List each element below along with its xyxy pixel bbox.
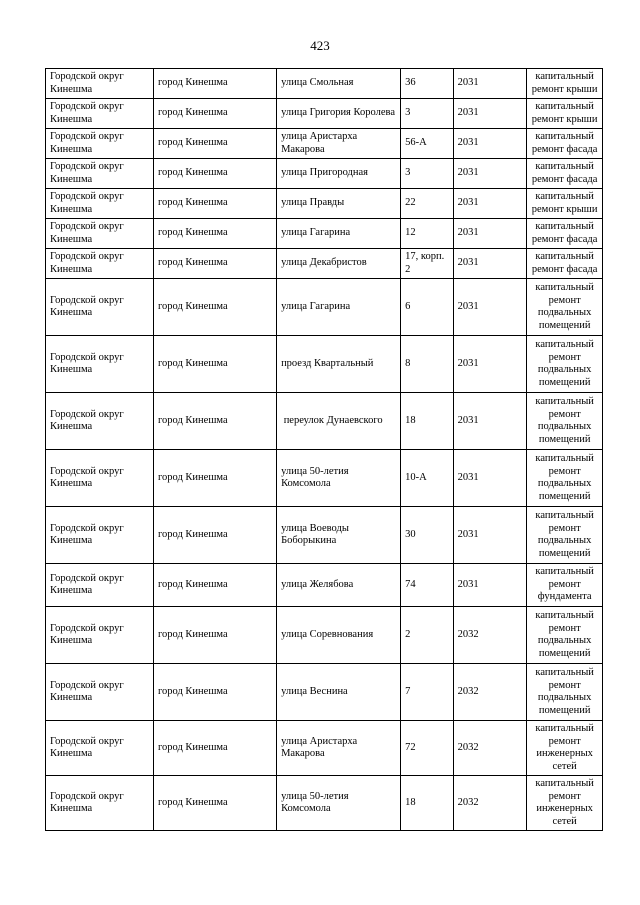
- settlement-cell: город Кинешма: [153, 336, 276, 393]
- table-row: [46, 99, 603, 129]
- work-type-cell: капитальный ремонт подвальных помещений: [527, 279, 603, 336]
- table-row: [46, 776, 603, 831]
- work-type-cell: капитальный ремонт подвальных помещений: [527, 336, 603, 393]
- house-cell: 30: [401, 507, 453, 564]
- work-type-cell: капитальный ремонт фасада: [527, 159, 603, 189]
- house-cell: 3: [401, 159, 453, 189]
- work-type-cell: капитальный ремонт подвальных помещений: [527, 664, 603, 721]
- district-cell: Городской округ Кинешма: [46, 507, 154, 564]
- street-cell: улица Смольная: [277, 69, 401, 99]
- district-cell: Городской округ Кинешма: [46, 99, 154, 129]
- street-cell: проезд Квартальный: [277, 336, 401, 393]
- district-cell: Городской округ Кинешма: [46, 159, 154, 189]
- district-cell: Городской округ Кинешма: [46, 721, 154, 776]
- year-cell: 2031: [453, 129, 527, 159]
- house-cell: 17, корп. 2: [401, 249, 453, 279]
- district-cell: Городской округ Кинешма: [46, 189, 154, 219]
- house-cell: 18: [401, 393, 453, 450]
- street-cell: улица Правды: [277, 189, 401, 219]
- house-cell: 22: [401, 189, 453, 219]
- house-cell: 36: [401, 69, 453, 99]
- work-type-cell: капитальный ремонт подвальных помещений: [527, 607, 603, 664]
- year-cell: 2031: [453, 99, 527, 129]
- table-row: [46, 393, 603, 450]
- district-cell: Городской округ Кинешма: [46, 336, 154, 393]
- table-row: [46, 664, 603, 721]
- settlement-cell: город Кинешма: [153, 189, 276, 219]
- table-row: [46, 336, 603, 393]
- table-row: [46, 159, 603, 189]
- year-cell: 2031: [453, 219, 527, 249]
- year-cell: 2031: [453, 159, 527, 189]
- house-cell: 18: [401, 776, 453, 831]
- house-cell: 8: [401, 336, 453, 393]
- settlement-cell: город Кинешма: [153, 393, 276, 450]
- work-type-cell: капитальный ремонт фасада: [527, 129, 603, 159]
- street-cell: улица Гагарина: [277, 279, 401, 336]
- district-cell: Городской округ Кинешма: [46, 219, 154, 249]
- year-cell: 2032: [453, 721, 527, 776]
- settlement-cell: город Кинешма: [153, 219, 276, 249]
- table-row: [46, 607, 603, 664]
- year-cell: 2031: [453, 249, 527, 279]
- street-cell: улица Григория Королева: [277, 99, 401, 129]
- street-cell: улица Декабристов: [277, 249, 401, 279]
- settlement-cell: город Кинешма: [153, 99, 276, 129]
- work-type-cell: капитальный ремонт крыши: [527, 189, 603, 219]
- year-cell: 2032: [453, 664, 527, 721]
- year-cell: 2031: [453, 69, 527, 99]
- settlement-cell: город Кинешма: [153, 507, 276, 564]
- table-row: [46, 507, 603, 564]
- work-type-cell: капитальный ремонт подвальных помещений: [527, 450, 603, 507]
- street-cell: улица Желябова: [277, 564, 401, 607]
- street-cell: улица Аристарха Макарова: [277, 721, 401, 776]
- district-cell: Городской округ Кинешма: [46, 279, 154, 336]
- work-type-cell: капитальный ремонт инженерных сетей: [527, 776, 603, 831]
- year-cell: 2031: [453, 450, 527, 507]
- street-cell: переулок Дунаевского: [277, 393, 401, 450]
- settlement-cell: город Кинешма: [153, 776, 276, 831]
- page-number: 423: [310, 38, 330, 53]
- table-row: [46, 219, 603, 249]
- year-cell: 2031: [453, 279, 527, 336]
- settlement-cell: город Кинешма: [153, 564, 276, 607]
- work-type-cell: капитальный ремонт подвальных помещений: [527, 507, 603, 564]
- work-type-cell: капитальный ремонт подвальных помещений: [527, 393, 603, 450]
- district-cell: Городской округ Кинешма: [46, 450, 154, 507]
- house-cell: 56-А: [401, 129, 453, 159]
- district-cell: Городской округ Кинешма: [46, 129, 154, 159]
- table-body: [46, 69, 603, 831]
- settlement-cell: город Кинешма: [153, 450, 276, 507]
- year-cell: 2031: [453, 507, 527, 564]
- work-type-cell: капитальный ремонт крыши: [527, 69, 603, 99]
- table-row: [46, 249, 603, 279]
- house-cell: 3: [401, 99, 453, 129]
- district-cell: Городской округ Кинешма: [46, 249, 154, 279]
- street-cell: улица 50-летия Комсомола: [277, 776, 401, 831]
- district-cell: Городской округ Кинешма: [46, 664, 154, 721]
- year-cell: 2031: [453, 189, 527, 219]
- district-cell: Городской округ Кинешма: [46, 776, 154, 831]
- house-cell: 74: [401, 564, 453, 607]
- table-row: [46, 129, 603, 159]
- year-cell: 2031: [453, 564, 527, 607]
- work-type-cell: капитальный ремонт фасада: [527, 219, 603, 249]
- street-cell: улица Веснина: [277, 664, 401, 721]
- district-cell: Городской округ Кинешма: [46, 607, 154, 664]
- settlement-cell: город Кинешма: [153, 159, 276, 189]
- settlement-cell: город Кинешма: [153, 249, 276, 279]
- house-cell: 10-А: [401, 450, 453, 507]
- district-cell: Городской округ Кинешма: [46, 564, 154, 607]
- house-cell: 6: [401, 279, 453, 336]
- work-type-cell: капитальный ремонт крыши: [527, 99, 603, 129]
- table-row: [46, 721, 603, 776]
- settlement-cell: город Кинешма: [153, 607, 276, 664]
- work-type-cell: капитальный ремонт фасада: [527, 249, 603, 279]
- street-cell: улица 50-летия Комсомола: [277, 450, 401, 507]
- house-cell: 7: [401, 664, 453, 721]
- street-cell: улица Пригородная: [277, 159, 401, 189]
- table-row: [46, 564, 603, 607]
- district-cell: Городской округ Кинешма: [46, 393, 154, 450]
- year-cell: 2032: [453, 776, 527, 831]
- year-cell: 2031: [453, 393, 527, 450]
- settlement-cell: город Кинешма: [153, 664, 276, 721]
- street-cell: улица Соревнования: [277, 607, 401, 664]
- table-row: [46, 189, 603, 219]
- year-cell: 2032: [453, 607, 527, 664]
- street-cell: улица Воеводы Боборыкина: [277, 507, 401, 564]
- settlement-cell: город Кинешма: [153, 129, 276, 159]
- settlement-cell: город Кинешма: [153, 279, 276, 336]
- street-cell: улица Гагарина: [277, 219, 401, 249]
- year-cell: 2031: [453, 336, 527, 393]
- work-type-cell: капитальный ремонт фундамента: [527, 564, 603, 607]
- settlement-cell: город Кинешма: [153, 69, 276, 99]
- table-row: [46, 279, 603, 336]
- street-cell: улица Аристарха Макарова: [277, 129, 401, 159]
- table-row: [46, 450, 603, 507]
- district-cell: Городской округ Кинешма: [46, 69, 154, 99]
- work-type-cell: капитальный ремонт инженерных сетей: [527, 721, 603, 776]
- house-cell: 72: [401, 721, 453, 776]
- repair-schedule-table: [45, 68, 603, 831]
- house-cell: 12: [401, 219, 453, 249]
- house-cell: 2: [401, 607, 453, 664]
- settlement-cell: город Кинешма: [153, 721, 276, 776]
- table-row: [46, 69, 603, 99]
